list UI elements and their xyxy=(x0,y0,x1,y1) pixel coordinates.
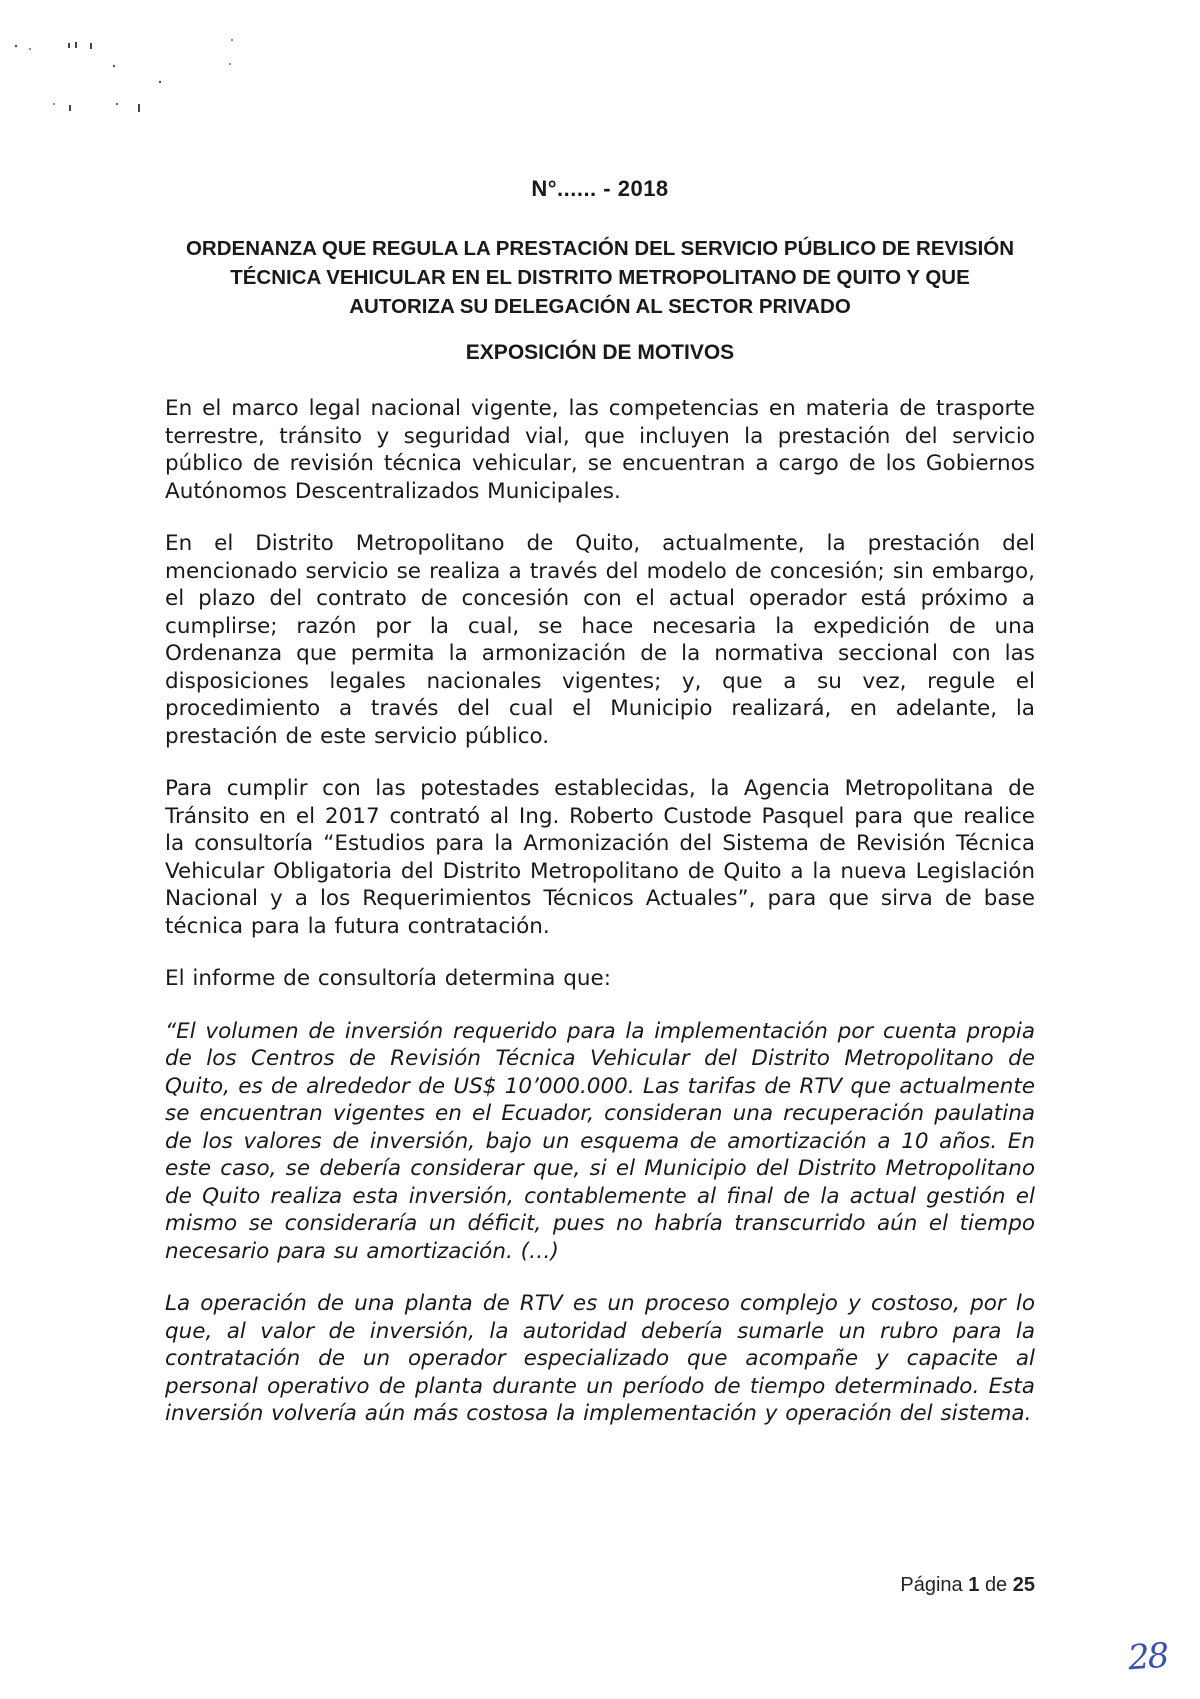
document-number: N°...... - 2018 xyxy=(531,176,669,201)
paragraph: En el Distrito Metropolitano de Quito, actualmente, la prestación del mencionado servicio se realiza a través del modelo de concesión; sin embargo, el plazo del contrato de concesión con el actual operador está próximo a cumplirse; razón por la cual, se hace necesaria la expedición de una Ordenanza que permita la armonización de la normativa seccional con las disposiciones legales nacionales vigentes; y, que a su vez, regule el procedimiento a través del cual el Municipio realizará, en adelante, la prestación de este servicio público. xyxy=(165,531,1035,749)
page-total: 25 xyxy=(1012,1574,1035,1596)
paragraph: El informe de consultoría determina que: xyxy=(165,966,611,991)
page-of: de xyxy=(984,1574,1008,1596)
document-body xyxy=(165,395,1035,1453)
quoted-paragraph: “El volumen de inversión requerido para la implementación por cuenta propia de los Centros de Revisión Técnica Vehicular del Distrito Metropolitano de Quito, es de alrededor de US$ 10’000.000. Las tarifas de RTV que actualmente se encuentran vigentes en el Ecuador, consideran una recuperación paulatina de los valores de inversión, bajo un esquema de amortización a 10 años. En este caso, se debería considerar que, si el Municipio del Distrito Metropolitano de Quito realiza esta inversión, contablemente al final de la actual gestión el mismo se consideraría un déficit, pues no habría transcurrido aún el tiempo necesario para su amortización. (…) xyxy=(165,1018,1035,1264)
quoted-paragraph: La operación de una planta de RTV es un proceso complejo y costoso, por lo que, al valor de inversión, la autoridad debería sumarle un rubro para la contratación de un operador especializado que acompañe y capacite al personal operativo de planta durante un período de tiempo determinado. Esta inversión volvería aún más costosa la implementación y operación del sistema. xyxy=(165,1291,1035,1426)
page-label: Página xyxy=(900,1574,963,1596)
page-current: 1 xyxy=(968,1574,980,1596)
scan-specks xyxy=(0,0,260,130)
paragraph: Para cumplir con las potestades establecidas, la Agencia Metropolitana de Tránsito en el 2017 contrató al Ing. Roberto Custode Pasquel para que realice la consultoría “Estudios para la Armonización del Sistema de Revisión Técnica Vehicular Obligatoria del Distrito Metropolitano de Quito a la nueva Legislación Nacional y a los Requerimientos Técnicos Actuales”, para que sirva de base técnica para la futura contratación. xyxy=(165,776,1035,939)
document-title: ORDENANZA QUE REGULA LA PRESTACIÓN DEL SERVICIO PÚBLICO DE REVISIÓN TÉCNICA VEHICULAR EN EL DISTRITO METROPOLITANO DE QUITO Y QUE AUTORIZA SU DELEGACIÓN AL SECTOR PRIVADO xyxy=(185,237,1015,318)
page-number xyxy=(900,1574,1035,1597)
paragraph: En el marco legal nacional vigente, las competencias en materia de trasporte terrestre, tránsito y seguridad vial, que incluyen la prestación del servicio público de revisión técnica vehicular, se encuentran a cargo de los Gobiernos Autónomos Descentralizados Municipales. xyxy=(165,396,1035,504)
handwritten-folio-number: 28 xyxy=(1126,1635,1169,1679)
section-heading: EXPOSICIÓN DE MOTIVOS xyxy=(465,341,735,364)
